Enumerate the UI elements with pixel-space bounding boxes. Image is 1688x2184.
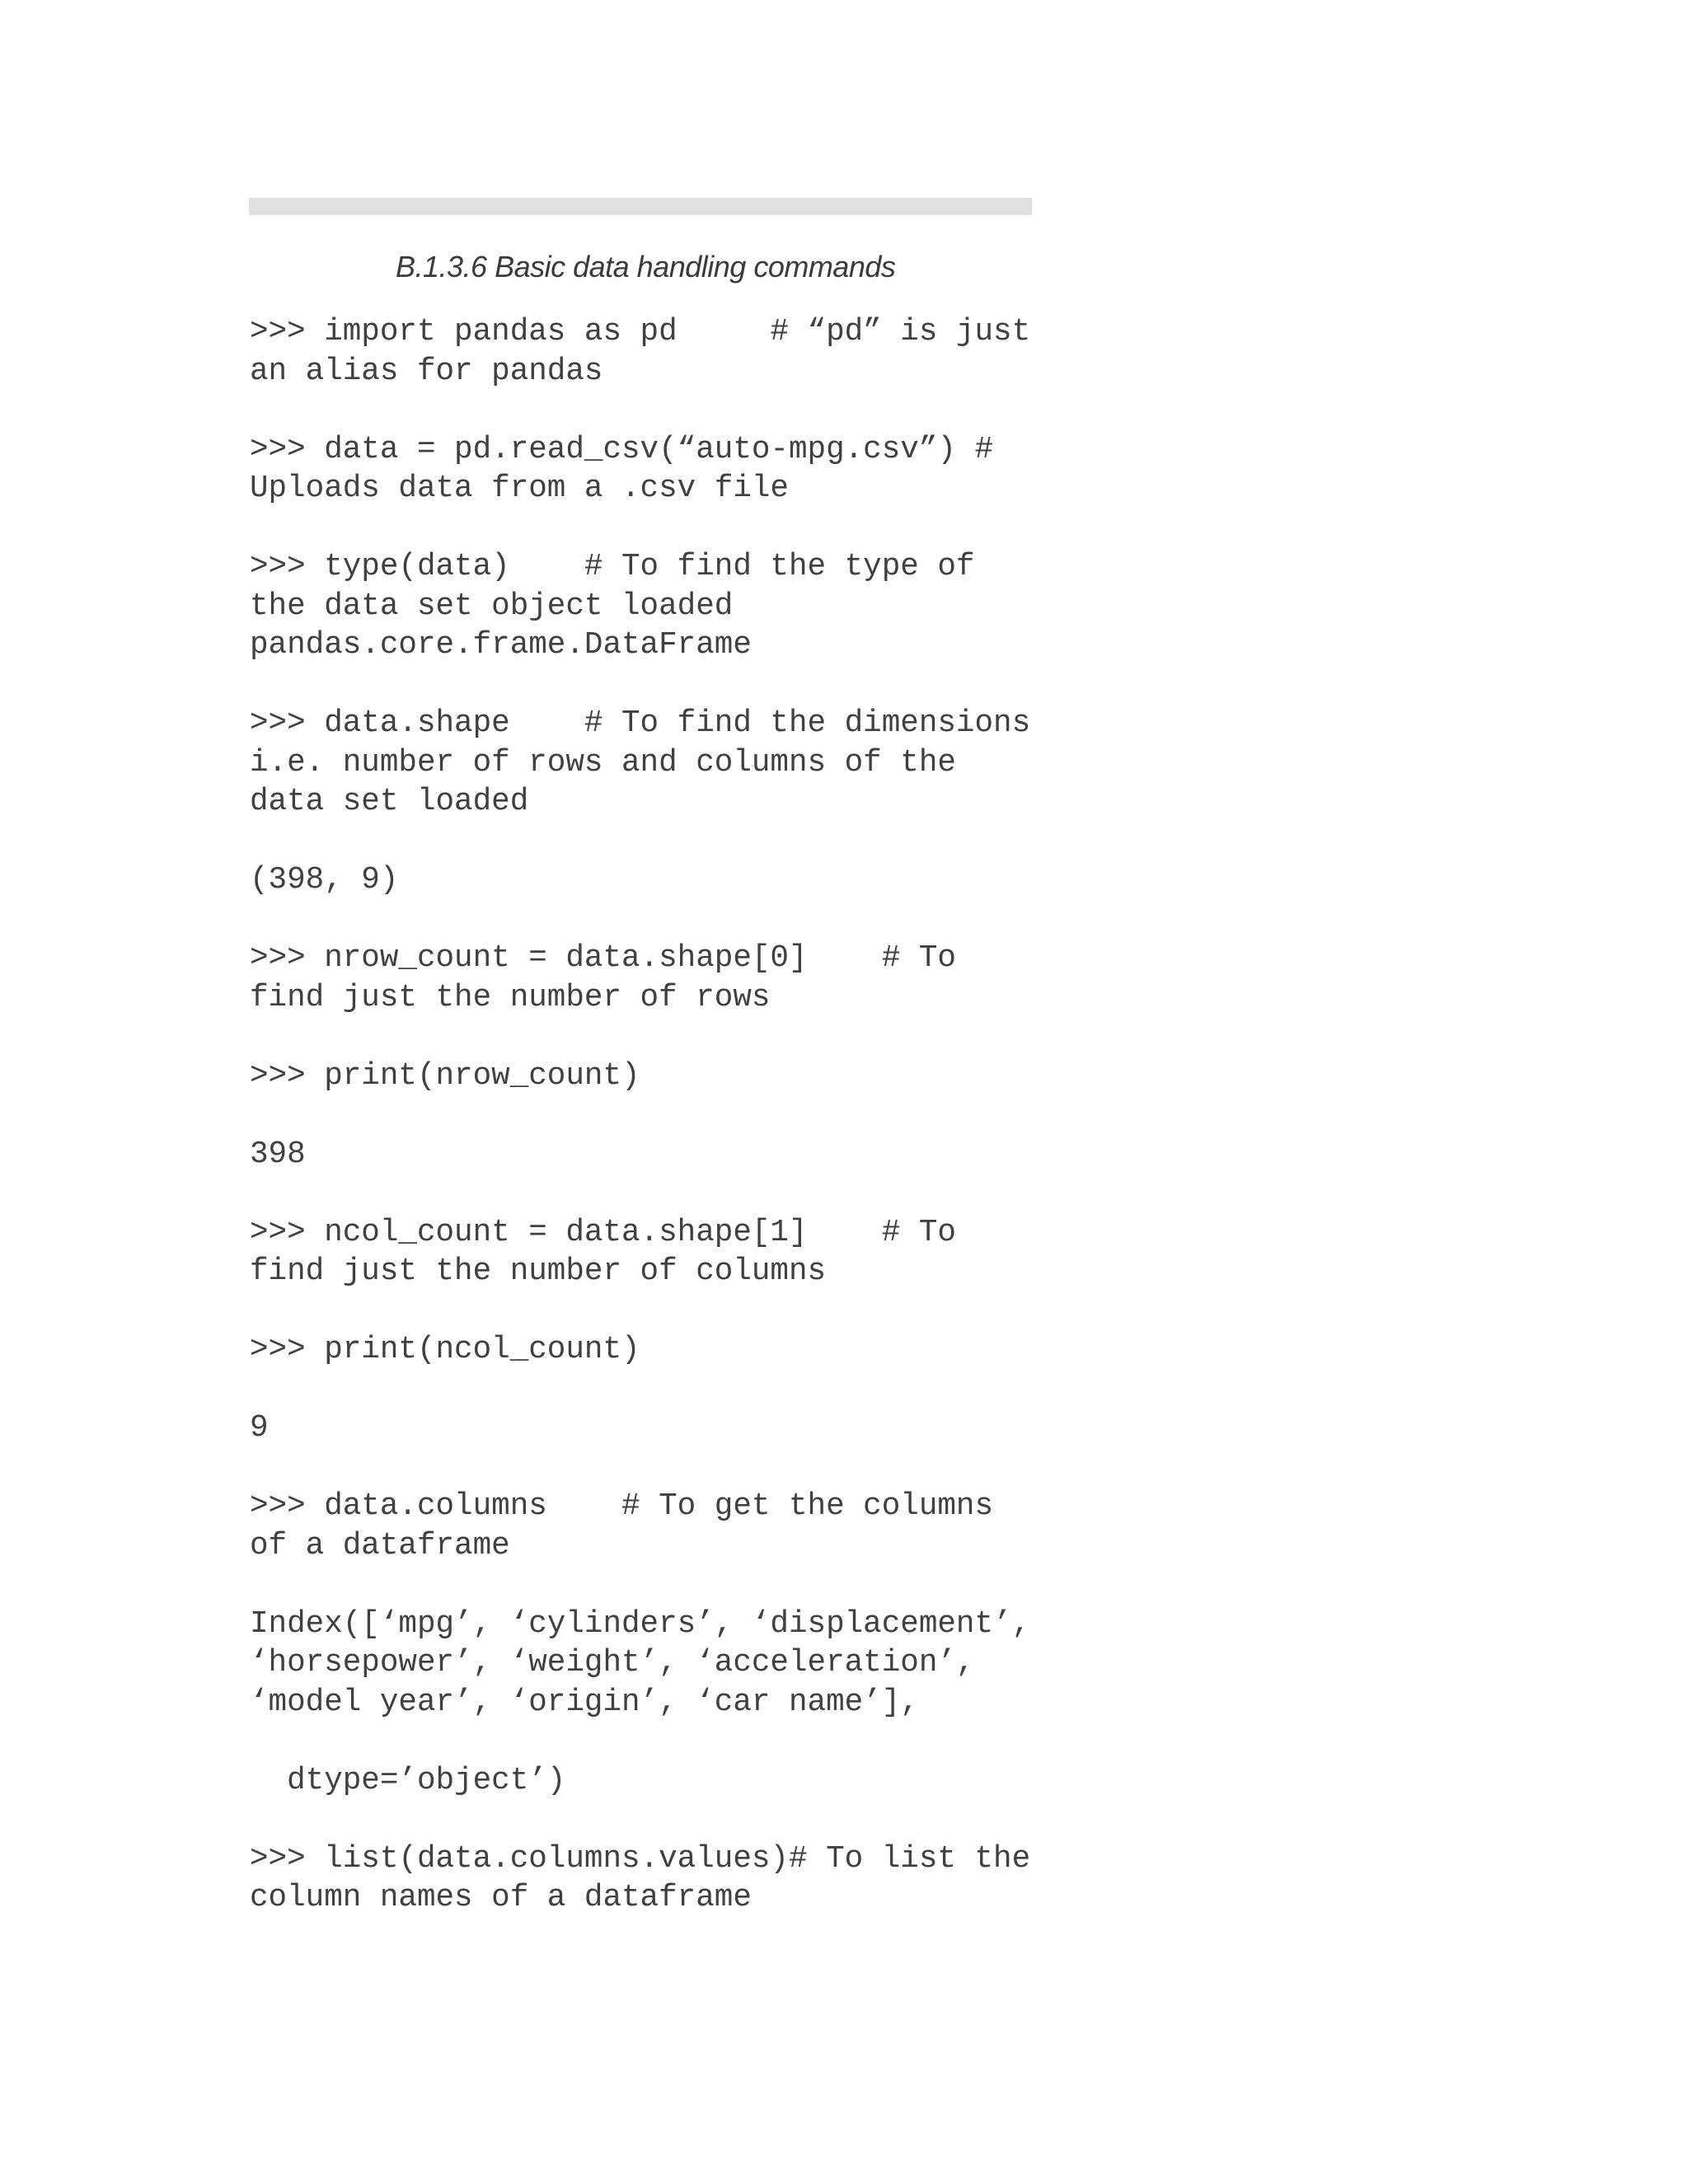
- code-line: the data set object loaded: [250, 588, 734, 624]
- code-line: dtype=’object’): [250, 1763, 566, 1798]
- code-block: [250, 1762, 1041, 1802]
- code-block: [250, 1488, 1041, 1566]
- code-line: find just the number of rows: [250, 980, 771, 1015]
- code-block: [250, 548, 1041, 666]
- code-block: [250, 940, 1041, 1018]
- code-line: an alias for pandas: [250, 354, 603, 389]
- code-line: of a dataframe: [250, 1528, 510, 1563]
- code-line: >>> data = pd.read_csv(“auto-mpg.csv”) #: [250, 432, 994, 467]
- code-line: >>> nrow_count = data.shape[0] # To: [250, 941, 956, 976]
- code-block: [250, 431, 1041, 509]
- code-line: ‘horsepower’, ‘weight’, ‘acceleration’,: [250, 1646, 975, 1680]
- code-line: i.e. number of rows and columns of the: [250, 745, 956, 780]
- code-line: >>> data.columns # To get the columns: [250, 1489, 994, 1524]
- code-line: >>> ncol_count = data.shape[1] # To: [250, 1215, 956, 1250]
- section-rule: [249, 198, 1032, 215]
- code-line: 9: [250, 1411, 269, 1446]
- code-block: [250, 861, 1041, 901]
- code-line: 398: [250, 1137, 306, 1172]
- code-line: Index([‘mpg’, ‘cylinders’, ‘displacement’,: [250, 1606, 1031, 1642]
- code-block: [250, 1840, 1041, 1919]
- code-block: [250, 1214, 1041, 1292]
- code-line: >>> print(nrow_count): [250, 1058, 640, 1094]
- code-line: ‘model year’, ‘origin’, ‘car name’],: [250, 1685, 919, 1720]
- code-line: (398, 9): [250, 863, 399, 898]
- code-line: column names of a dataframe: [250, 1881, 752, 1915]
- section-heading: B.1.3.6 Basic data handling commands: [396, 250, 896, 284]
- code-line: >>> print(ncol_count): [250, 1333, 640, 1367]
- code-block: [250, 1057, 1041, 1097]
- code-block: [250, 1136, 1041, 1175]
- code-listing: [250, 313, 1041, 1957]
- code-line: >>> import pandas as pd # “pd” is just: [250, 315, 1031, 349]
- code-line: Uploads data from a .csv file: [250, 471, 789, 506]
- code-line: data set loaded: [250, 785, 529, 819]
- code-block: [250, 313, 1041, 391]
- code-line: >>> type(data) # To find the type of: [250, 550, 975, 584]
- code-line: find just the number of columns: [250, 1254, 827, 1289]
- code-block: [250, 1409, 1041, 1449]
- code-line: pandas.core.frame.DataFrame: [250, 628, 752, 663]
- code-line: >>> data.shape # To find the dimensions: [250, 706, 1031, 741]
- code-block: [250, 1605, 1041, 1723]
- code-line: >>> list(data.columns.values)# To list the: [250, 1841, 1031, 1877]
- code-block: [250, 705, 1041, 823]
- code-block: [250, 1331, 1041, 1371]
